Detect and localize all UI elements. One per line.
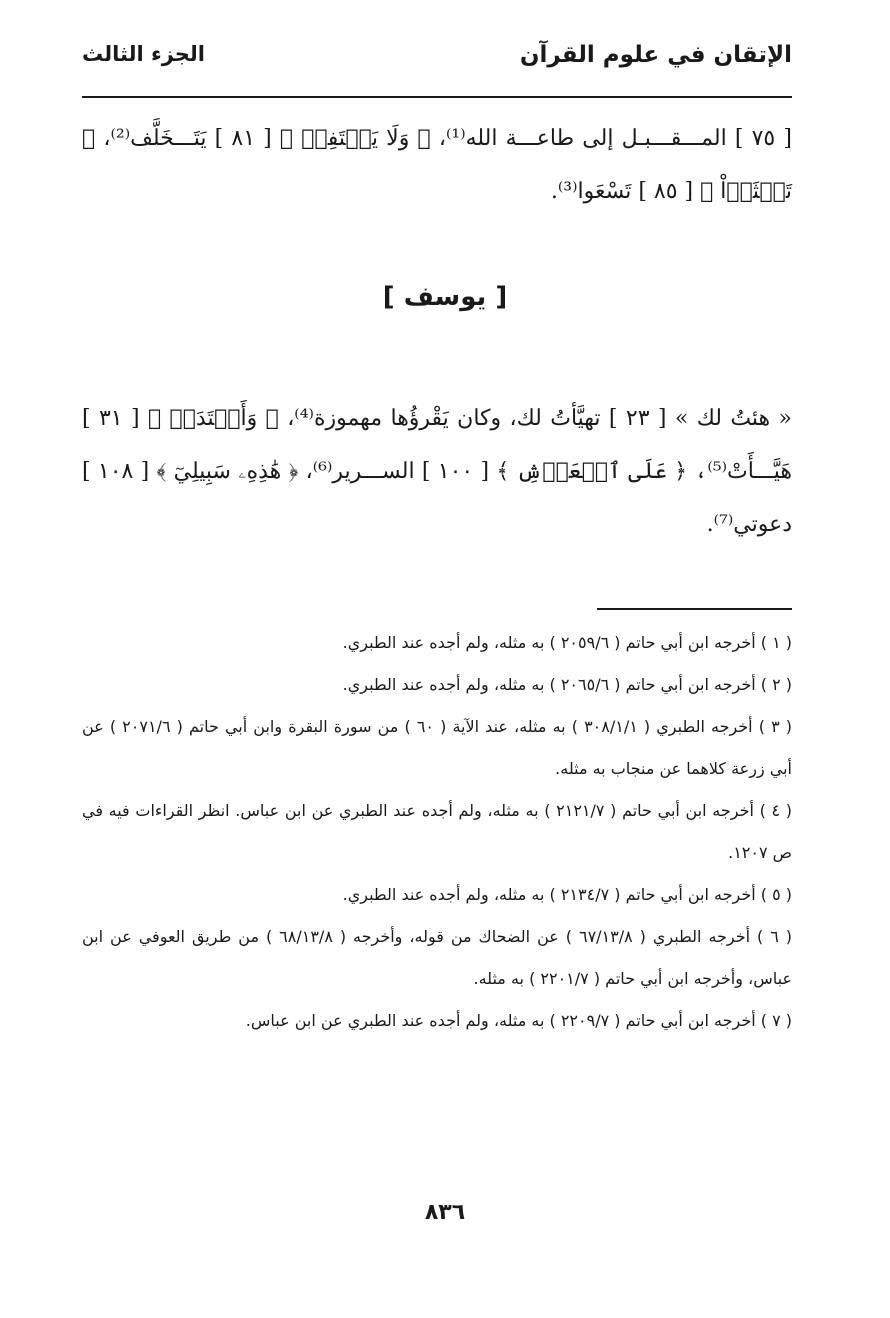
footnote-4: ( ٤ ) أخرجه ابن أبي حاتم ( ٢١٢١/٧ ) به مثله، ولم أجده عند الطبري عن ابن عباس. انظر القراءات فيه في ص ١٢٠٧. bbox=[82, 801, 793, 862]
volume-label: الجزء الثالث bbox=[82, 42, 205, 66]
footnote-7: ( ٧ ) أخرجه ابن أبي حاتم ( ٢٢٠٩/٧ ) به مثله، ولم أجده عند الطبري عن ابن عباس. bbox=[245, 1011, 792, 1030]
running-header bbox=[82, 42, 792, 86]
footnote-6: ( ٦ ) أخرجه الطبري ( ٦٧/١٣/٨ ) عن الضحاك من قوله، وأخرجه ( ٦٨/١٣/٨ ) من طريق العوفي عن ابن عباس، وأخرجه ابن أبي حاتم ( ٢٢٠١/٧ ) به مثله. bbox=[82, 927, 793, 988]
surah-heading: [ يوسف ] bbox=[382, 282, 508, 312]
footnote-1: ( ١ ) أخرجه ابن أبي حاتم ( ٢٠٥٩/٦ ) به مثله، ولم أجده عند الطبري. bbox=[342, 633, 792, 652]
footnote-divider bbox=[597, 608, 792, 610]
footnote-3: ( ٣ ) أخرجه الطبري ( ٣٠٨/١/١ ) به مثله، عند الآية ( ٦٠ ) من سورة البقرة وابن أبي حاتم ( ٢٠٧١/٦ ) عن أبي زرعة كلاهما عن منجاب به مثله. bbox=[82, 717, 792, 778]
page-number: ٨٣٦ bbox=[424, 1200, 466, 1225]
paragraph-hud-ending: [ ٧٥ ] المـــقـــبـل إلى طاعـــة الله⁽¹⁾، ﴿ وَلَا يَلۡتَفِتۡ ﴾ [ ٨١ ] يَتَـــخَلَّف⁽²⁾، ﴿ تَعۡثَوۡاْ ﴾ [ ٨٥ ] تَسْعَوا⁽³⁾. bbox=[82, 126, 792, 204]
book-title: الإتقان في علوم القرآن bbox=[519, 42, 792, 68]
header-divider bbox=[82, 96, 792, 98]
footnotes bbox=[82, 622, 792, 1042]
footnote-5: ( ٥ ) أخرجه ابن أبي حاتم ( ٢١٣٤/٧ ) به مثله، ولم أجده عند الطبري. bbox=[342, 885, 792, 904]
paragraph-yusuf: « هئتُ لك » [ ٢٣ ] تهيَّأتُ لك، وكان يَقْرؤُها مهموزة⁽⁴⁾، ﴿ وَأَعۡتَدَتۡ ﴾ [ ٣١ ] هَيَّـــأَتْ⁽⁵⁾، ﴿ عَلَى ٱلۡعَرۡشِ ﴾ [ ١٠٠ ] الســـرير⁽⁶⁾، ﴿ هَٰذِهِۦ سَبِيلِيٓ ﴾ [ ١٠٨ ] دعوتي⁽⁷⁾. bbox=[82, 406, 793, 537]
footnote-2: ( ٢ ) أخرجه ابن أبي حاتم ( ٢٠٦٥/٦ ) به مثله، ولم أجده عند الطبري. bbox=[342, 675, 792, 694]
